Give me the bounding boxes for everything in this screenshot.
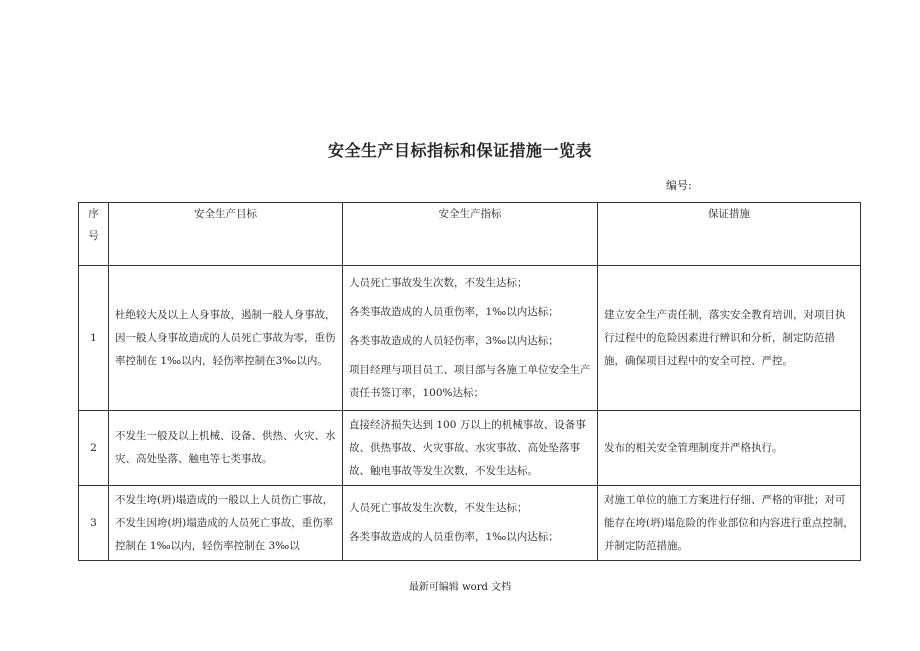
indicator-item: 各类事故造成的人员重伤率，1‰以内达标； (349, 305, 559, 318)
indicator-cell (343, 486, 598, 561)
safety-goals-table (78, 202, 861, 561)
row-number: 1 (79, 266, 109, 411)
page-footer: 最新可编辑 word 文档 (408, 582, 512, 593)
header-safety-indicator: 安全生产指标 (343, 203, 598, 266)
table-row (79, 486, 861, 561)
header-serial-no: 序号 (79, 203, 109, 266)
indicator-item: 人员死亡事故发生次数，不发生达标； (349, 276, 528, 289)
indicator-item: 项目经理与项目员工、项目部与各施工单位安全生产责任书签订率，100%达标； (349, 363, 591, 399)
row-number: 3 (79, 486, 109, 561)
goal-cell: 不发生一般及以上机械、设备、供热、火灾、水灾、高处坠落、触电等七类事故。 (109, 411, 343, 486)
indicator-item: 各类事故造成的人员重伤率，1‰以内达标； (349, 531, 559, 543)
measure-cell: 发布的相关安全管理制度并严格执行。 (598, 411, 861, 486)
row-number: 2 (79, 411, 109, 486)
indicator-cell (343, 266, 598, 411)
goal-cell: 不发生垮(坍)塌造成的一般以上人员伤亡事故，不发生因垮(坍)塌造成的人员死亡事故，重伤率控制在 1‰以内，轻伤率控制在 3‰以 (109, 486, 343, 561)
serial-number-label: 编号: (666, 179, 692, 192)
table-header-row (79, 203, 861, 266)
indicator-cell (343, 411, 598, 486)
measure-cell: 建立安全生产责任制，落实安全教育培训，对项目执行过程中的危险因素进行辨识和分析，制定防范措施，确保项目过程中的安全可控、严控。 (598, 266, 861, 411)
header-safety-goal: 安全生产目标 (109, 203, 343, 266)
indicator-item: 人员死亡事故发生次数，不发生达标； (349, 502, 528, 514)
measure-cell: 对施工单位的施工方案进行仔细、严格的审批；对可能存在垮(坍)塌危险的作业部位和内容进行重点控制，并制定防范措施。 (598, 486, 861, 561)
header-guarantee-measure: 保证措施 (598, 203, 861, 266)
table-row (79, 411, 861, 486)
table-row (79, 266, 861, 411)
indicator-item: 直接经济损失达到 100 万以上的机械事故、设备事故、供热事故、火灾事故、水灾事故、高处坠落事故、触电事故等发生次数，不发生达标。 (349, 418, 586, 477)
document-title: 安全生产目标指标和保证措施一览表 (327, 141, 592, 160)
goal-cell: 杜绝较大及以上人身事故，遏制一般人身事故，因一般人身事故造成的人员死亡事故为零，重伤率控制在 1‰以内，轻伤率控制在3‰以内。 (109, 266, 343, 411)
indicator-item: 各类事故造成的人员轻伤率，3‰以内达标； (349, 334, 559, 347)
